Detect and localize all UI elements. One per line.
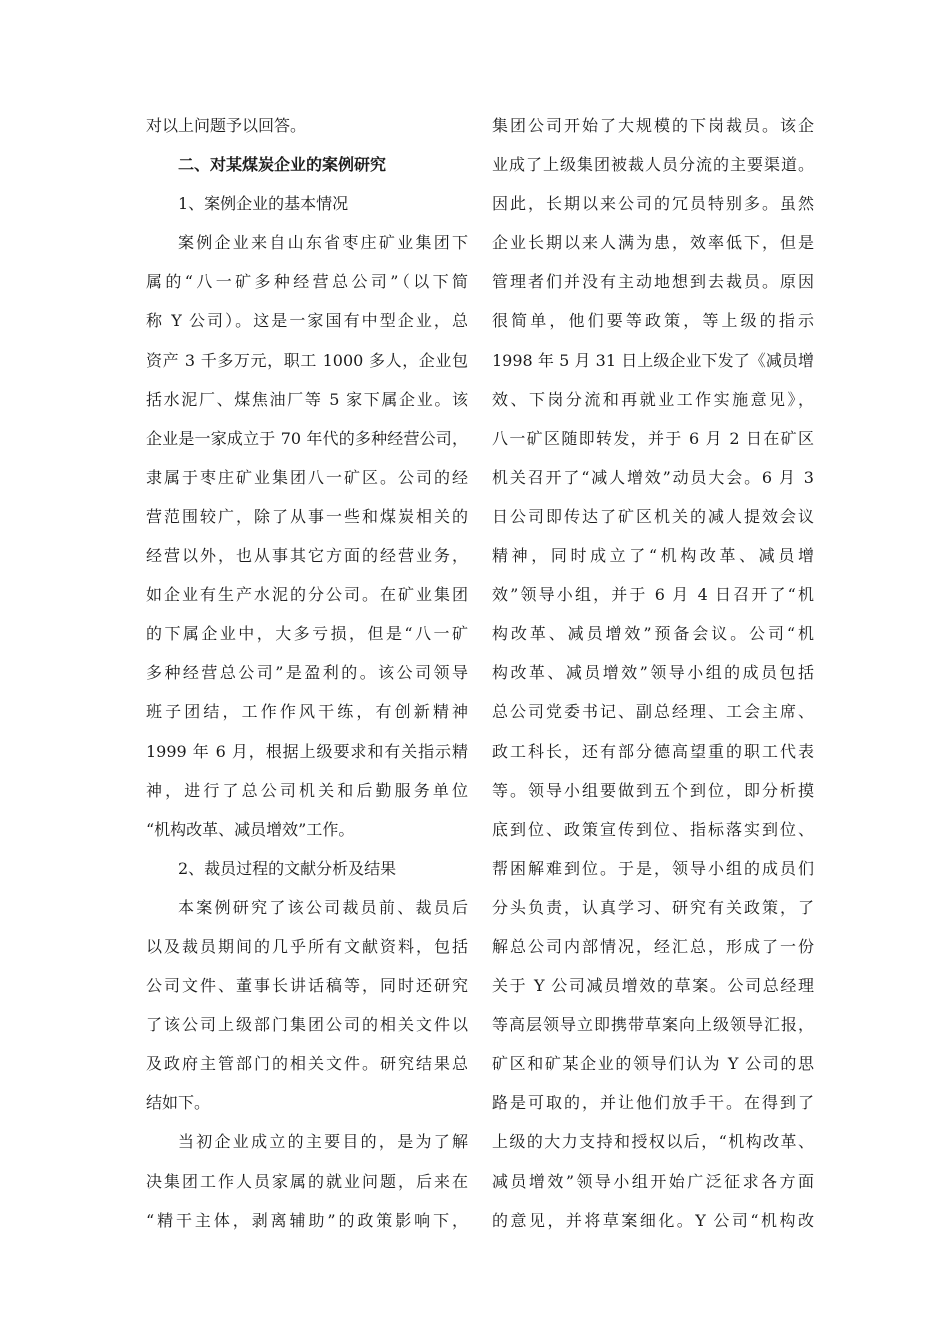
text-line: 八一矿区随即转发，并于 6 月 2 日在矿区 [492, 428, 814, 448]
text-line: 决集团工作人员家属的就业问题，后来在 [146, 1171, 468, 1191]
right-column [492, 106, 814, 1240]
text-line: 隶属于枣庄矿业集团八一矿区。公司的经 [146, 467, 468, 487]
text-line: “机构改革、减员增效”工作。 [146, 819, 355, 839]
text-line: 案例企业来自山东省枣庄矿业集团下 [178, 233, 468, 253]
text-line: 班子团结，工作作风干练，有创新精神 [146, 702, 468, 722]
text-line: 因此，长期以来公司的冗员特别多。虽然 [492, 194, 814, 214]
text-line: 关于 Y 公司减员增效的草案。公司总经理 [492, 976, 814, 996]
text-line: 管理者们并没有主动地想到去裁员。原因 [492, 272, 814, 292]
text-line: 经营以外，也从事其它方面的经营业务， [146, 546, 468, 566]
text-line: 等高层领导立即携带草案向上级领导汇报， [492, 1015, 814, 1035]
text-line: 括水泥厂、煤焦油厂等 5 家下属企业。该 [146, 389, 468, 409]
text-line: 路是可取的，并让他们放手干。在得到了 [492, 1093, 814, 1113]
text-line: 上级的大力支持和授权以后，“机构改革、 [492, 1132, 814, 1152]
text-line: 构改革、减员增效”预备会议。公司“机 [492, 624, 814, 644]
text-line: 结如下。 [146, 1093, 211, 1113]
text-line: 神，进行了总公司机关和后勤服务单位 [146, 780, 468, 800]
text-line: 以及裁员期间的几乎所有文献资料，包括 [146, 936, 468, 956]
text-line: 的下属企业中，大多亏损，但是“八一矿 [146, 624, 468, 644]
text-line: 的意见，并将草案细化。Y 公司“机构改 [492, 1210, 814, 1230]
text-line: 属的“八一矿多种经营总公司”（以下简 [146, 272, 468, 292]
left-column [146, 106, 468, 1240]
text-line: 分头负责，认真学习、研究有关政策，了 [492, 897, 814, 917]
subsection-heading: 1、案例企业的基本情况 [178, 194, 349, 214]
text-line: 机关召开了“减人增效”动员大会。6 月 3 [492, 467, 814, 487]
subsection-heading: 2、裁员过程的文献分析及结果 [178, 858, 397, 878]
text-line: 精神，同时成立了“机构改革、减员增 [492, 546, 814, 566]
text-line: 企业长期以来人满为患，效率低下，但是 [492, 233, 814, 253]
text-line: 等。领导小组要做到五个到位，即分析摸 [492, 780, 814, 800]
text-line: 效、下岗分流和再就业工作实施意见》， [492, 389, 814, 409]
text-line: 效”领导小组，并于 6 月 4 日召开了“机 [492, 585, 814, 605]
text-line: 业成了上级集团被裁人员分流的主要渠道。 [492, 155, 814, 175]
text-line: 日公司即传达了矿区机关的减人提效会议 [492, 506, 814, 526]
text-line: 称 Y 公司）。这是一家国有中型企业，总 [146, 311, 468, 331]
text-line: 企业是一家成立于 70 年代的多种经营公司， [146, 428, 468, 448]
text-line: 底到位、政策宣传到位、指标落实到位、 [492, 819, 814, 839]
text-line: 及政府主管部门的相关文件。研究结果总 [146, 1054, 468, 1074]
text-line: 帮困解难到位。于是，领导小组的成员们 [492, 858, 814, 878]
text-line: 政工科长，还有部分德高望重的职工代表 [492, 741, 814, 761]
text-line: 当初企业成立的主要目的，是为了解 [178, 1132, 468, 1152]
text-line: 1999 年 6 月，根据上级要求和有关指示精 [146, 741, 468, 761]
text-line: 很简单，他们要等政策，等上级的指示 [492, 311, 814, 331]
text-line: 多种经营总公司”是盈利的。该公司领导 [146, 663, 468, 683]
text-line: 减员增效”领导小组开始广泛征求各方面 [492, 1171, 814, 1191]
section-heading: 二、对某煤炭企业的案例研究 [178, 155, 387, 175]
text-line: 构改革、减员增效”领导小组的成员包括 [492, 663, 814, 683]
text-line: 资产 3 千多万元，职工 1000 多人，企业包 [146, 350, 468, 370]
text-line: 本案例研究了该公司裁员前、裁员后 [178, 897, 468, 917]
text-line: 了该公司上级部门集团公司的相关文件以 [146, 1015, 468, 1035]
text-line: 总公司党委书记、副总经理、工会主席、 [492, 702, 814, 722]
text-line: 集团公司开始了大规模的下岗裁员。该企 [492, 116, 814, 135]
text-line: 对以上问题予以回答。 [146, 116, 307, 135]
text-line: “精干主体，剥离辅助”的政策影响下， [146, 1210, 468, 1230]
text-line: 解总公司内部情况，经汇总，形成了一份 [492, 936, 814, 956]
text-line: 如企业有生产水泥的分公司。在矿业集团 [146, 585, 468, 605]
text-line: 矿区和矿某企业的领导们认为 Y 公司的思 [492, 1054, 814, 1074]
text-line: 公司文件、董事长讲话稿等，同时还研究 [146, 976, 468, 996]
text-line: 营范围较广，除了从事一些和煤炭相关的 [146, 506, 468, 526]
text-line: 1998 年 5 月 31 日上级企业下发了《减员增 [492, 350, 814, 370]
